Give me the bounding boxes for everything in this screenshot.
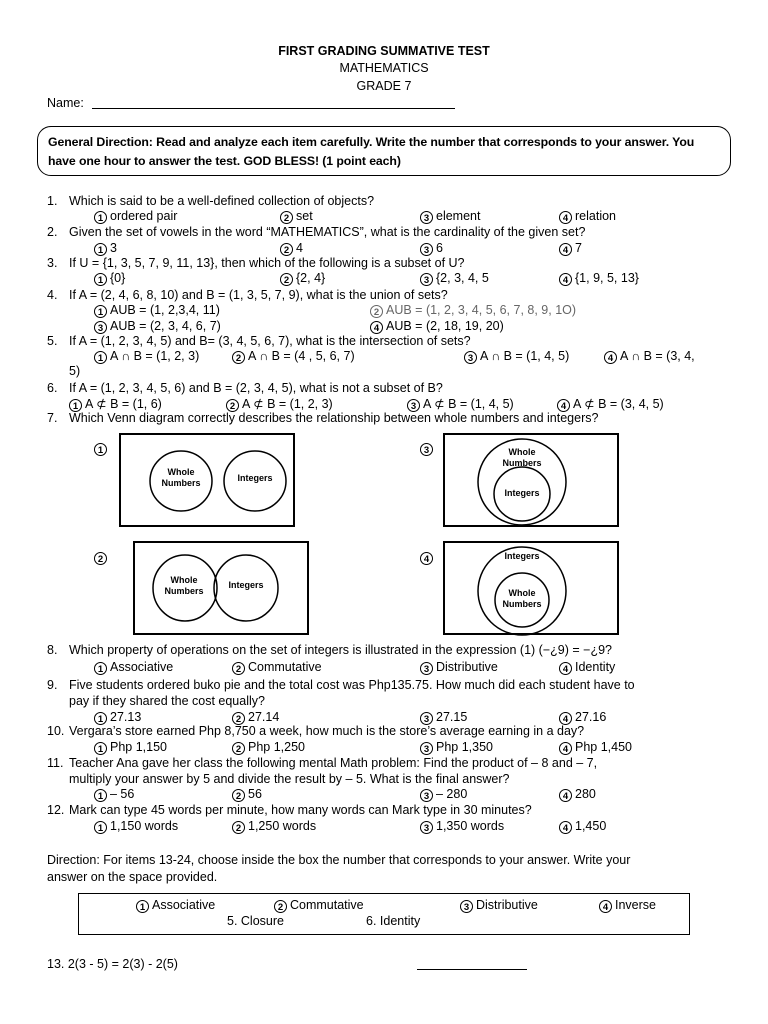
option-text: {1, 9, 5, 13} (575, 271, 639, 285)
option-number-icon: 1 (94, 351, 107, 364)
question-text: Vergara’s store earned Php 8,750 a week, how much is the store’s average earning in a day? (69, 724, 585, 738)
choice-1: 1 Associative (136, 898, 215, 913)
question-number: 12. (47, 803, 65, 817)
option-4 (559, 819, 606, 834)
option-number-icon: 3 (464, 351, 477, 364)
option-number-icon: 3 (420, 789, 433, 802)
option-1 (94, 303, 220, 318)
option-text: A ⊄ B = (1, 4, 5) (423, 397, 514, 411)
direction2-line2: answer on the space provided. (47, 870, 218, 884)
option-text: A ⊄ B = (1, 6) (85, 397, 162, 411)
item-13: 13. 2(3 - 5) = 2(3) - 2(5) (47, 957, 178, 971)
venn-marker-4: 4 (420, 550, 436, 565)
option-number-icon: 1 (94, 742, 107, 755)
question-number: 6. (47, 381, 58, 395)
grade-label: GRADE 7 (356, 79, 412, 93)
option-wrap: 5) (69, 364, 81, 378)
option-text: {2, 4} (296, 271, 326, 285)
option-text: Distributive (436, 660, 498, 674)
direction2-line1: Direction: For items 13-24, choose inside the box the number that corresponds to your answer. Write your (47, 853, 631, 867)
option-1 (94, 271, 125, 286)
option-4 (559, 241, 582, 256)
option-text: 27.15 (436, 710, 468, 724)
option-number-icon: 3 (407, 399, 420, 412)
option-1 (94, 819, 178, 834)
option-2 (232, 349, 355, 364)
option-2 (232, 740, 305, 755)
option-text: 1,350 words (436, 819, 505, 833)
option-number-icon: 2 (232, 351, 245, 364)
question-number: 10. (47, 724, 65, 738)
option-4 (559, 209, 616, 224)
option-3 (94, 319, 221, 334)
option-text: 6 (436, 241, 443, 255)
question-number: 9. (47, 678, 58, 692)
question-text: Which is said to be a well-defined collection of objects? (69, 194, 375, 208)
option-text: 1,150 words (110, 819, 179, 833)
option-text: 3 (110, 241, 117, 255)
option-text: element (436, 209, 481, 223)
question-5 (47, 334, 471, 348)
option-2 (280, 271, 325, 286)
question-number: 8. (47, 643, 58, 657)
option-number-icon: 4 (559, 243, 572, 256)
option-text: 27.13 (110, 710, 142, 724)
general-direction-text: General Direction: Read and analyze each item carefully. Write the number that corresponds to your answer. You have one hour to answer the test. GOD BLESS! (1 point each) (48, 135, 695, 168)
option-2 (280, 209, 313, 224)
option-text: A ⊄ B = (3, 4, 5) (573, 397, 664, 411)
venn-diagram-4 (443, 541, 619, 635)
question-11 (47, 756, 597, 770)
option-number-icon: 2 (232, 789, 245, 802)
option-number-icon: 3 (420, 712, 433, 725)
option-text: A ⊄ B = (1, 2, 3) (242, 397, 333, 411)
venn-marker-2: 2 (94, 550, 110, 565)
option-text: – 56 (110, 787, 135, 801)
question-text-cont: multiply your answer by 5 and divide the result by – 5. What is the final answer? (69, 772, 510, 786)
option-1 (94, 241, 117, 256)
option-number-icon: 1 (94, 821, 107, 834)
option-text: Php 1,150 (110, 740, 167, 754)
option-text: A ∩ B = (1, 2, 3) (110, 349, 200, 363)
option-1 (94, 740, 167, 755)
option-text: AUB = (1, 2, 3, 4, 5, 6, 7, 8, 9, 1O) (386, 303, 577, 317)
question-1 (47, 194, 374, 208)
option-text: A ∩ B = (1, 4, 5) (480, 349, 570, 363)
option-number-icon: 1 (94, 712, 107, 725)
option-number-icon: 2 (280, 243, 293, 256)
option-3 (420, 819, 504, 834)
option-text: Associative (110, 660, 174, 674)
option-text: – 280 (436, 787, 468, 801)
option-number-icon: 1 (94, 211, 107, 224)
option-number-icon: 4 (559, 789, 572, 802)
question-text: Mark can type 45 words per minute, how many words can Mark type in 30 minutes? (69, 803, 532, 817)
option-text: Php 1,450 (575, 740, 632, 754)
question-text: Given the set of vowels in the word “MATHEMATICS”, what is the cardinality of the given set? (69, 225, 586, 239)
venn3-integers-label: Integers (504, 488, 540, 498)
option-1 (94, 660, 173, 675)
option-number-icon: 1 (94, 273, 107, 286)
option-text: Php 1,350 (436, 740, 493, 754)
venn-diagram-1 (119, 433, 295, 527)
venn3-whole-label: Whole Numbers (502, 447, 542, 468)
question-text: Which property of operations on the set of integers is illustrated in the expression (1) (−¿9) = −¿9? (69, 643, 612, 657)
option-4 (559, 710, 606, 725)
option-text: 4 (296, 241, 303, 255)
option-text: 27.16 (575, 710, 607, 724)
option-text: set (296, 209, 313, 223)
question-text: Which Venn diagram correctly describes the relationship between whole numbers and integers? (69, 411, 599, 425)
question-text: If U = {1, 3, 5, 7, 9, 11, 13}, then which of the following is a subset of U? (69, 256, 465, 270)
choice-3: 3 Distributive (460, 898, 538, 913)
option-number-icon: 3 (420, 211, 433, 224)
option-3 (464, 349, 569, 364)
question-8 (47, 643, 612, 657)
venn2-whole-label: Whole Numbers (164, 575, 204, 596)
option-2 (232, 819, 316, 834)
question-text: If A = (1, 2, 3, 4, 5) and B= (3, 4, 5, 6, 7), what is the intersection of sets? (69, 334, 471, 348)
option-text: {2, 3, 4, 5 (436, 271, 489, 285)
option-3 (420, 271, 489, 286)
venn-diagram-2 (133, 541, 309, 635)
question-number: 1. (47, 194, 58, 208)
question-text-cont: pay if they shared the cost equally? (69, 694, 265, 708)
venn4-whole-label: Whole Numbers (502, 588, 542, 609)
question-text: Teacher Ana gave her class the following mental Math problem: Find the product of – 8 and – 7, (69, 756, 598, 770)
question-12 (47, 803, 532, 817)
option-2 (370, 303, 576, 318)
option-2 (232, 660, 322, 675)
option-number-icon: 4 (559, 273, 572, 286)
question-9 (47, 678, 635, 692)
option-4 (559, 271, 639, 286)
option-text: 27.14 (248, 710, 280, 724)
option-number-icon: 1 (94, 662, 107, 675)
option-number-icon: 2 (280, 211, 293, 224)
venn-marker-1: 1 (94, 441, 110, 456)
option-3 (407, 396, 514, 412)
venn-diagram-3 (443, 433, 619, 527)
option-1 (94, 209, 177, 224)
option-number-icon: 4 (559, 712, 572, 725)
option-2 (280, 241, 303, 256)
option-text: A ∩ B = (3, 4, (620, 349, 695, 363)
option-text: ordered pair (110, 209, 178, 223)
option-number-icon: 2 (232, 712, 245, 725)
venn1-integers-label: Integers (237, 473, 273, 483)
option-number-icon: 3 (420, 821, 433, 834)
question-number: 7. (47, 411, 58, 425)
option-number-icon: 1 (94, 305, 107, 318)
option-number-icon: 1 (94, 789, 107, 802)
option-number-icon: 4 (559, 662, 572, 675)
venn2-integers-label: Integers (228, 580, 264, 590)
option-number-icon: 2 (370, 305, 383, 318)
option-4 (557, 396, 664, 412)
option-number-icon: 1 (94, 243, 107, 256)
question-number: 3. (47, 256, 58, 270)
question-text: Five students ordered buko pie and the total cost was Php135.75. How much did each student have to (69, 678, 635, 692)
option-1 (94, 710, 141, 725)
option-number-icon: 2 (280, 273, 293, 286)
question-3 (47, 256, 465, 270)
option-4 (559, 740, 632, 755)
question-2 (47, 225, 585, 239)
name-label: Name: (47, 96, 84, 110)
choice-5: 5. Closure (227, 914, 284, 928)
option-3 (420, 710, 467, 725)
choices-box (78, 893, 690, 935)
option-3 (420, 660, 498, 675)
option-number-icon: 2 (232, 662, 245, 675)
option-number-icon: 2 (232, 821, 245, 834)
option-text: AUB = (2, 18, 19, 20) (386, 319, 504, 333)
option-2 (232, 710, 279, 725)
test-title: FIRST GRADING SUMMATIVE TEST (278, 44, 490, 58)
option-number-icon: 3 (420, 273, 433, 286)
question-10 (47, 724, 584, 738)
option-number-icon: 4 (604, 351, 617, 364)
option-number-icon: 3 (420, 662, 433, 675)
option-number-icon: 3 (94, 321, 107, 334)
choice-2: 2 Commutative (274, 898, 364, 913)
question-7 (47, 411, 598, 425)
option-1 (94, 349, 199, 364)
option-4 (559, 660, 615, 675)
question-text: If A = (2, 4, 6, 8, 10) and B = (1, 3, 5, 7, 9), what is the union of sets? (69, 288, 448, 302)
option-1 (94, 787, 134, 802)
option-text: {0} (110, 271, 126, 285)
option-text: 280 (575, 787, 596, 801)
venn1-whole-label: Whole Numbers (161, 467, 201, 488)
option-2 (232, 787, 262, 802)
option-3 (420, 787, 467, 802)
subject-label: MATHEMATICS (339, 61, 429, 75)
choice-6: 6. Identity (366, 914, 421, 928)
option-number-icon: 4 (559, 211, 572, 224)
question-4 (47, 288, 448, 302)
option-3 (420, 241, 443, 256)
question-number: 4. (47, 288, 58, 302)
option-number-icon: 2 (226, 399, 239, 412)
option-text: 56 (248, 787, 262, 801)
option-text: Php 1,250 (248, 740, 305, 754)
option-text: relation (575, 209, 616, 223)
option-4 (604, 349, 695, 364)
choice-4: 4 Inverse (599, 898, 656, 913)
venn-marker-3: 3 (420, 441, 436, 456)
option-number-icon: 4 (370, 321, 383, 334)
option-4 (559, 787, 596, 802)
option-text: Identity (575, 660, 616, 674)
option-3 (420, 740, 493, 755)
question-6 (47, 381, 443, 395)
option-number-icon: 4 (557, 399, 570, 412)
option-2 (226, 396, 333, 412)
option-number-icon: 2 (232, 742, 245, 755)
option-number-icon: 3 (420, 243, 433, 256)
option-3 (420, 209, 480, 224)
option-number-icon: 3 (420, 742, 433, 755)
option-text: 1,450 (575, 819, 607, 833)
option-number-icon: 4 (559, 821, 572, 834)
option-text: AUB = (1, 2,3,4, 11) (110, 303, 220, 317)
general-direction-box (37, 126, 731, 176)
venn4-integers-label: Integers (504, 551, 540, 561)
option-number-icon: 1 (69, 399, 82, 412)
option-number-icon: 4 (559, 742, 572, 755)
option-text: A ∩ B = (4 , 5, 6, 7) (248, 349, 355, 363)
name-blank[interactable] (92, 108, 455, 109)
question-number: 11. (47, 756, 64, 770)
option-4 (370, 319, 504, 334)
option-text: Commutative (248, 660, 322, 674)
question-number: 2. (47, 225, 58, 239)
option-text: AUB = (2, 3, 4, 6, 7) (110, 319, 221, 333)
question-number: 5. (47, 334, 58, 348)
option-text: 1,250 words (248, 819, 317, 833)
option-1 (69, 396, 162, 412)
option-text: 7 (575, 241, 582, 255)
question-text: If A = (1, 2, 3, 4, 5, 6) and B = (2, 3, 4, 5), what is not a subset of B? (69, 381, 443, 395)
item-13-answer-blank[interactable] (417, 969, 527, 970)
